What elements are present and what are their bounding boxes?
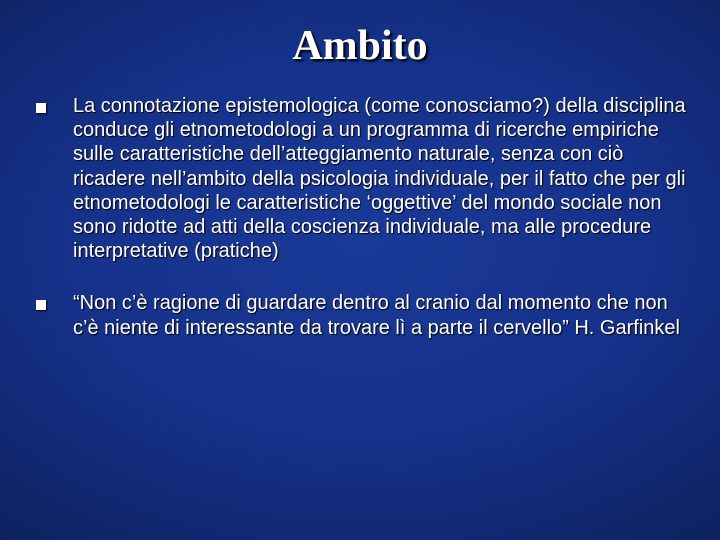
bullet-item	[36, 94, 686, 263]
slide-title: Ambito	[292, 23, 428, 69]
bullet-text: “Non c’è ragione di guardare dentro al cranio dal momento che non c’è niente di interessante da trovare lì a parte il cervello” H. Garfinkel	[73, 292, 680, 339]
square-bullet-icon	[36, 300, 46, 310]
square-bullet-icon	[36, 103, 46, 113]
bullet-item	[36, 291, 686, 339]
bullet-text: La connotazione epistemologica (come conosciamo?) della disciplina conduce gli etnometodologi a un programma di ricerche empiriche sulle caratteristiche dell’atteggiamento naturale, senza con ciò ricadere nell’ambito della psicologia individuale, per il fatto che per gli etnometodologi le caratteristiche ‘oggettive’ del mondo sociale non sono ridotte ad atti della coscienza individuale, ma alle procedure interpretative (pratiche)	[73, 95, 686, 263]
bullet-list	[36, 94, 686, 368]
